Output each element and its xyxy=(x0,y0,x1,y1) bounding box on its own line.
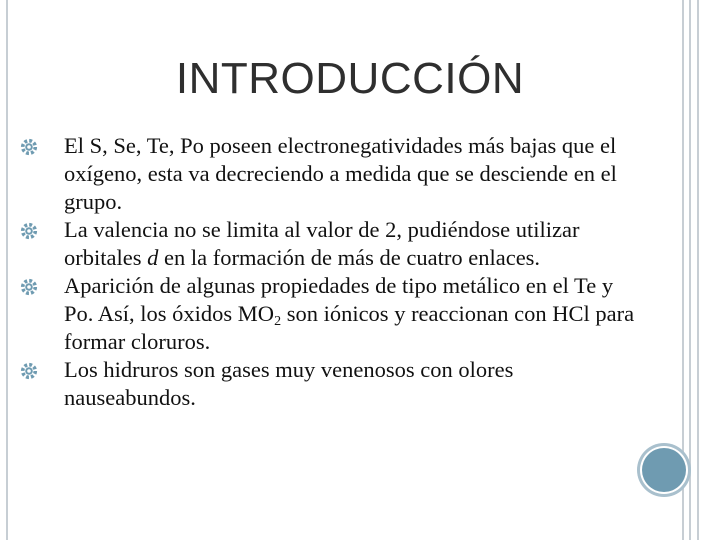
gear-bullet-icon xyxy=(20,222,38,240)
bullet-text: La valencia no se limita al valor de 2, pudiéndose utilizar orbitales xyxy=(64,217,580,270)
decoration-line xyxy=(689,0,691,540)
bullet-text: Los hidruros son gases muy venenosos con olores nauseabundos. xyxy=(64,357,514,410)
bullet-item xyxy=(20,216,640,272)
bullet-item xyxy=(20,132,640,216)
decoration-line xyxy=(697,0,699,540)
gear-bullet-icon xyxy=(20,278,38,296)
right-decoration xyxy=(680,0,720,540)
subscript: 2 xyxy=(274,314,282,329)
bullet-text: son iónicos y reaccionan con HCl para formar cloruros. xyxy=(64,301,635,354)
bullet-text: en la formación de más de cuatro enlaces. xyxy=(158,245,541,270)
bullet-text: El S, Se, Te, Po poseen electronegatividades más bajas que el oxígeno, esta va decreciendo a medida que se desciende en el grupo. xyxy=(64,133,617,214)
gear-bullet-icon xyxy=(20,362,38,380)
bullet-item xyxy=(20,272,640,356)
decorative-circle xyxy=(642,448,686,492)
bullet-text-italic: d xyxy=(147,245,159,270)
bullet-text: Aparición de algunas propiedades de tipo metálico en el Te y Po. Así, los óxidos MO xyxy=(64,273,614,326)
bullet-item xyxy=(20,356,640,412)
left-border-line xyxy=(6,0,8,540)
gear-bullet-icon xyxy=(20,138,38,156)
bullet-list xyxy=(20,132,640,412)
slide-title: INTRODUCCIÓN xyxy=(175,54,525,103)
